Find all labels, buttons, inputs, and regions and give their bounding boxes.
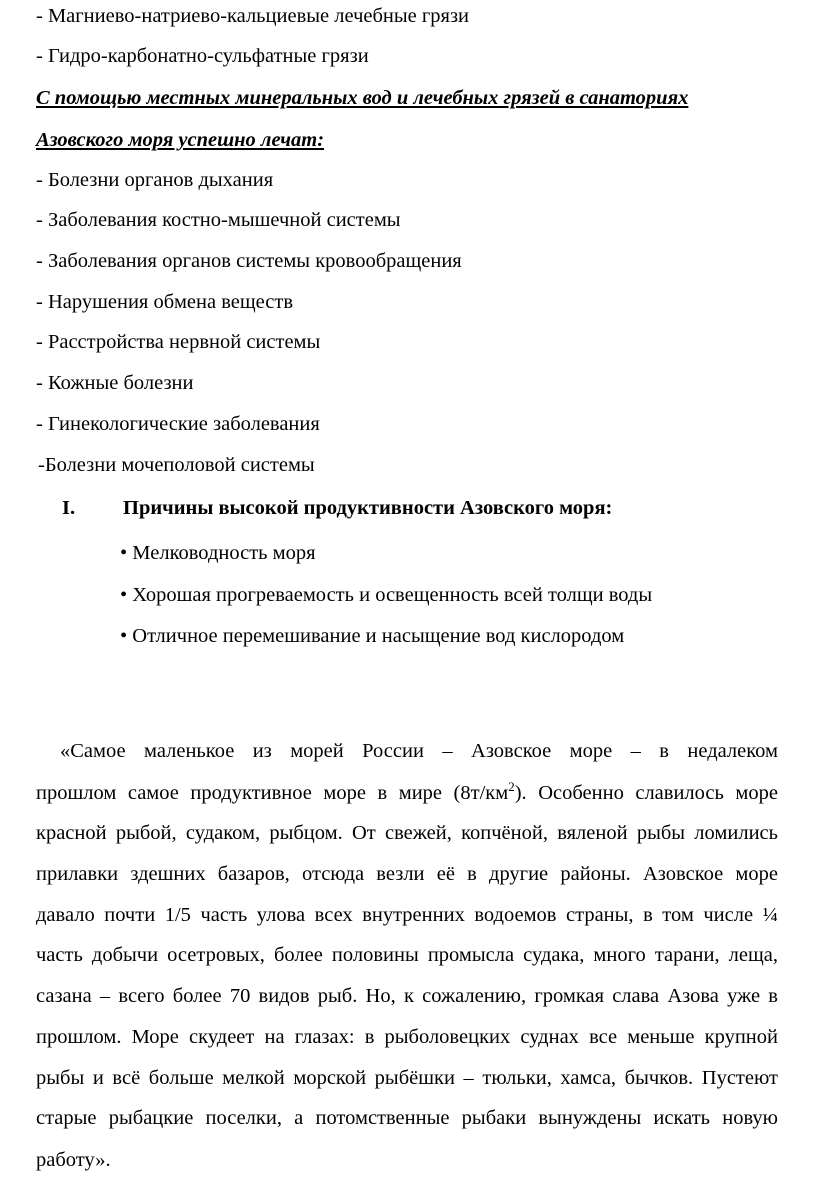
treatment-item: -Болезни мочеполовой системы	[38, 454, 315, 476]
quote-line: сазана – всего более 70 видов рыб. Но, к сожалению, громкая слава Азова уже в	[36, 985, 778, 1007]
quote-line: работу».	[36, 1149, 111, 1171]
quote-line: старые рыбацкие поселки, а потомственные рыбаки вынуждены искать новую	[36, 1107, 778, 1129]
treatment-item: - Заболевания органов системы кровообращения	[36, 250, 462, 272]
treatment-item: - Нарушения обмена веществ	[36, 291, 294, 313]
productivity-reason-item: • Хорошая прогреваемость и освещенность всей толщи воды	[120, 584, 653, 606]
treatment-item: - Гинекологические заболевания	[36, 413, 320, 435]
productivity-reason-item: • Мелководность моря	[120, 542, 316, 564]
section-number: I.	[62, 497, 76, 519]
treatment-item: - Заболевания костно-мышечной системы	[36, 209, 401, 231]
quote-line: прошлом. Море скудеет на глазах: в рыболовецких суднах все меньше крупной	[36, 1026, 778, 1048]
treatment-heading-line-2: Азовского моря успешно лечат:	[36, 129, 325, 151]
quote-line: «Самое маленькое из морей России – Азовское море – в недалеком	[60, 740, 778, 762]
mud-type-item: - Магниево-натриево-кальциевые лечебные грязи	[36, 5, 470, 27]
treatment-item: - Болезни органов дыхания	[36, 169, 274, 191]
quote-line: красной рыбой, судаком, рыбцом. От свежей, копчёной, вяленой рыбы ломились	[36, 822, 778, 844]
mud-type-item: - Гидро-карбонатно-сульфатные грязи	[36, 45, 369, 67]
treatment-item: - Расстройства нервной системы	[36, 331, 321, 353]
quote-line: прошлом самое продуктивное море в мире $(8т/км^2)$. Особенно славилось море	[36, 779, 778, 804]
quote-line: часть добычи осетровых, более половины промысла судака, много тарани, леща,	[36, 944, 778, 966]
treatment-heading-line-1: С помощью местных минеральных вод и лечебных грязей в санаториях	[36, 87, 689, 109]
quote-line: прилавки здешних базаров, отсюда везли её в другие районы. Азовское море	[36, 863, 778, 885]
quote-line: рыбы и всё больше мелкой морской рыбёшки – тюльки, хамса, бычков. Пустеют	[36, 1067, 778, 1089]
quote-line: давало почти 1/5 часть улова всех внутренних водоемов страны, в том числе ¼	[36, 904, 778, 926]
superscript: 2	[508, 779, 515, 794]
treatment-item: - Кожные болезни	[36, 372, 194, 394]
section-title: Причины высокой продуктивности Азовского моря:	[123, 497, 613, 519]
productivity-reason-item: • Отличное перемешивание и насыщение вод кислородом	[120, 625, 625, 647]
